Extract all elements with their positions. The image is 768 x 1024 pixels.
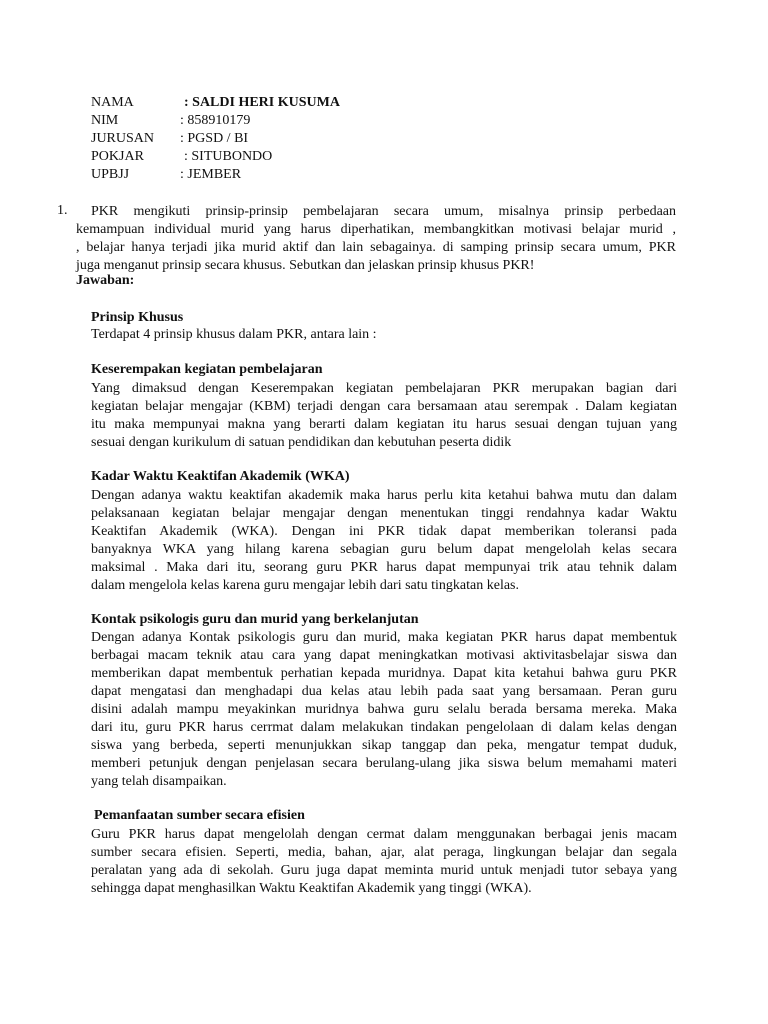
label-upbjj: UPBJJ	[91, 167, 130, 182]
section-body	[91, 380, 677, 452]
answer-intro: Terdapat 4 prinsip khusus dalam PKR, antara lain :	[91, 327, 377, 342]
question-number: 1.	[57, 203, 68, 218]
label-pokjar: POKJAR	[91, 149, 144, 164]
value-nama: : SALDI HERI KUSUMA	[184, 95, 340, 110]
section-body	[91, 826, 677, 898]
question-line: PKR mengikuti prinsip-prinsip pembelajaran secara umum, misalnya prinsip perbedaan	[91, 204, 676, 219]
answer-label: Jawaban:	[76, 273, 135, 288]
section-line: peralatan yang ada di sekolah. Guru juga dapat meminta murid untuk menjadi tutor sebaya yang	[91, 863, 677, 878]
section-heading: Kontak psikologis guru dan murid yang berkelanjutan	[91, 612, 419, 627]
section-line: sumber secara efisien. Seperti, media, bahan, ajar, alat peraga, lingkungan belajar dan segala	[91, 845, 677, 860]
section-line: disini adalah mampu meyakinkan muridnya bahwa guru selalu berada bersama mereka. Maka	[91, 702, 677, 717]
section-line: dalam mengelola kelas karena guru mengajar lebih dari satu tingkatan kelas.	[91, 578, 520, 593]
section-line: Guru PKR harus dapat mengelolah dengan cermat dalam menggunakan berbagai jenis macam	[91, 827, 677, 842]
section-line: dari itu, guru PKR harus cerrmat dalam melakukan tindakan pengelolaan di dalam kelas dengan	[91, 720, 677, 735]
section-line: Yang dimaksud dengan Keserempakan kegiatan pembelajaran PKR merupakan bagian dari	[91, 381, 677, 396]
value-nim: : 858910179	[180, 113, 251, 128]
section-line: dapat mengatasi dan menghadapi dua kelas atau lebih pada saat yang bersamaan. Peran guru	[91, 684, 677, 699]
label-nama: NAMA	[91, 95, 134, 110]
value-jurusan: : PGSD / BI	[180, 131, 249, 146]
section-line: Dengan adanya waktu keaktifan akademik maka harus perlu kita ketahui bahwa mutu dan dalam	[91, 488, 677, 503]
section-heading: Kadar Waktu Keaktifan Akademik (WKA)	[91, 469, 350, 484]
value-pokjar: : SITUBONDO	[184, 149, 273, 164]
section-line: kegiatan belajar mengajar (KBM) terjadi dengan cara bersamaan atau serempak . Dalam kegiatan	[91, 399, 677, 414]
question-line: , belajar hanya terjadi jika murid aktif dan lain sebagainya. di samping prinsip secara umum, PKR	[76, 240, 676, 255]
section-heading: Keserempakan kegiatan pembelajaran	[91, 362, 323, 377]
section-line: sesuai dengan kurikulum di satuan pendidikan dan kebutuhan peserta didik	[91, 435, 512, 450]
section-line: memberi petunjuk dengan penjelasan secara berulang-ulang jika siswa belum memahami materi	[91, 756, 677, 771]
label-nim: NIM	[91, 113, 119, 128]
section-line: itu maka mempunyai makna yang berarti dalam kegiatan itu harus sesuai dengan tujuan yang	[91, 417, 677, 432]
answer-title: Prinsip Khusus	[91, 310, 184, 325]
question-line: juga menganut prinsip secara khusus. Sebutkan dan jelaskan prinsip khusus PKR!	[76, 258, 535, 273]
section-line: pelaksanaan kegiatan belajar mengajar dengan menentukan tinggi rendahnya kadar Waktu	[91, 506, 677, 521]
section-line: Keaktifan Akademik (WKA). Dengan ini PKR tidak dapat memberikan toleransi pada	[91, 524, 677, 539]
label-jurusan: JURUSAN	[91, 131, 155, 146]
question-line: kemampuan individual murid yang harus diperhatikan, membangkitkan motivasi belajar murid ,	[76, 222, 676, 237]
section-line: yang telah disampaikan.	[91, 774, 227, 789]
section-line: banyaknya WKA yang hilang karena sebagian guru belum dapat mengelolah kelas secara	[91, 542, 677, 557]
section-heading: Pemanfaatan sumber secara efisien	[94, 808, 305, 823]
section-body	[91, 487, 677, 595]
section-line: maksimal . Maka dari itu, seorang guru PKR harus dapat mempunyai trik atau tehnik dalam	[91, 560, 677, 575]
section-line: memberikan dapat membentuk perhatian kepada muridnya. Dapat kita ketahui bahwa guru PKR	[91, 666, 677, 681]
section-line: siswa yang berbeda, seperti menunjukkan sikap tanggap dan peka, mengatur tempat duduk,	[91, 738, 677, 753]
section-line: sehingga dapat menghasilkan Waktu Keaktifan Akademik yang tinggi (WKA).	[91, 881, 532, 896]
section-body	[91, 629, 677, 791]
value-upbjj: : JEMBER	[180, 167, 242, 182]
section-line: berbagai macam teknik atau cara yang dapat meningkatkan motivasi aktivitasbelajar siswa dan	[91, 648, 677, 663]
question-text	[76, 203, 676, 275]
section-line: Dengan adanya Kontak psikologis guru dan murid, maka kegiatan PKR harus dapat membentuk	[91, 630, 677, 645]
